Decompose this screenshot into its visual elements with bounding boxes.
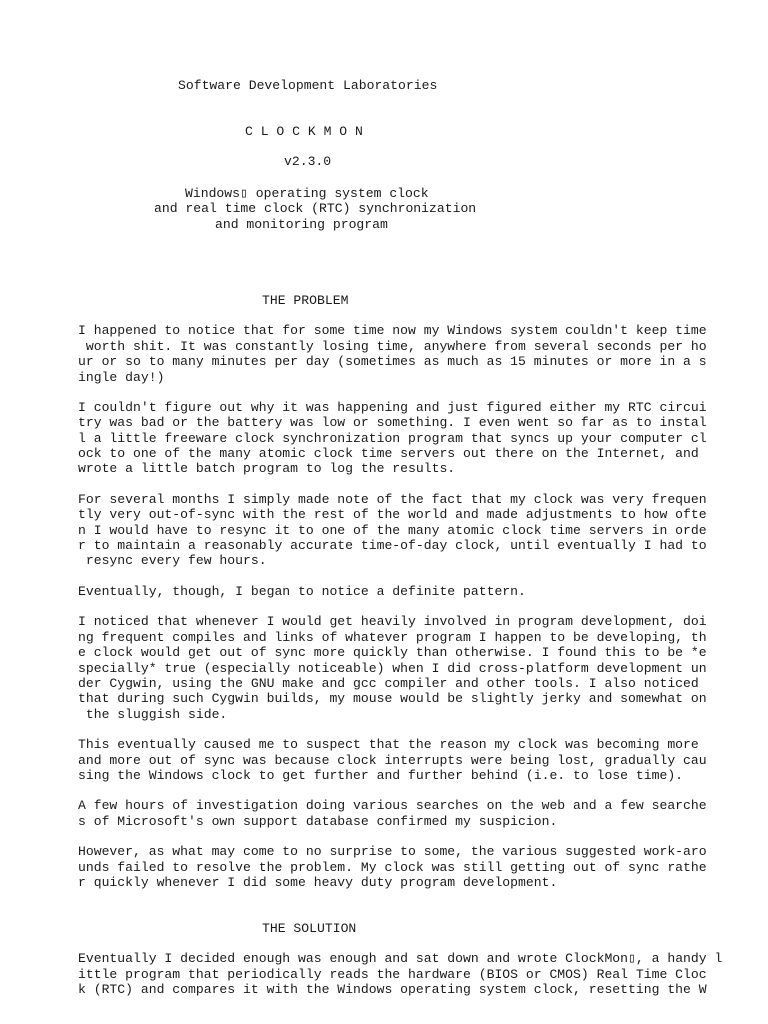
paragraph-line: A few hours of investigation doing various searches on the web and a few searche (78, 798, 707, 813)
paragraph-line: ng frequent compiles and links of whatever program I happen to be developing, th (78, 630, 707, 645)
paragraph-line: and more out of sync was because clock interrupts were being lost, gradually cau (78, 753, 707, 768)
paragraph-line: r quickly whenever I did some heavy duty program development. (78, 875, 558, 890)
paragraph-line: r to maintain a reasonably accurate time-of-day clock, until eventually I had to (78, 538, 707, 553)
paragraph-line: e clock would get out of sync more quickly than otherwise. I found this to be *e (78, 645, 707, 660)
subtitle-line: and real time clock (RTC) synchronization (154, 201, 477, 216)
paragraph-line: unds failed to resolve the problem. My clock was still getting out of sync rathe (78, 860, 707, 875)
paragraph-line: I happened to notice that for some time now my Windows system couldn't keep time (78, 323, 707, 338)
subtitle-line: and monitoring program (215, 217, 388, 232)
paragraph-line: l a little freeware clock synchronization program that syncs up your computer cl (78, 431, 707, 446)
paragraph-line: ock to one of the many atomic clock time servers out there on the Internet, and (78, 446, 699, 461)
paragraph-line: sing the Windows clock to get further and further behind (i.e. to lose time). (78, 768, 684, 783)
paragraph-line: ingle day!) (78, 370, 165, 385)
program-title: C L O C K M O N (245, 124, 363, 139)
section-heading-solution: THE SOLUTION (262, 921, 357, 936)
paragraph-line: n I would have to resync it to one of the many atomic clock time servers in orde (78, 523, 707, 538)
paragraph-line: k (RTC) and compares it with the Windows operating system clock, resetting the W (78, 982, 707, 997)
paragraph-line: I couldn't figure out why it was happening and just figured either my RTC circui (78, 400, 707, 415)
paragraph-line: ittle program that periodically reads the hardware (BIOS or CMOS) Real Time Cloc (78, 967, 707, 982)
paragraph-line: I noticed that whenever I would get heavily involved in program development, doi (78, 614, 707, 629)
paragraph-line: resync every few hours. (78, 553, 267, 568)
paragraph-line: tly very out-of-sync with the rest of the world and made adjustments to how ofte (78, 507, 707, 522)
paragraph-line: For several months I simply made note of the fact that my clock was very frequen (78, 492, 707, 507)
paragraph-line: Eventually, though, I began to notice a definite pattern. (78, 584, 526, 599)
paragraph-line: the sluggish side. (78, 707, 228, 722)
paragraph-line: Eventually I decided enough was enough and sat down and wrote ClockMon▯, a handy l (78, 951, 723, 966)
section-heading-problem: THE PROBLEM (262, 293, 349, 308)
subtitle-line: Windows▯ operating system clock (185, 186, 429, 201)
paragraph-line: that during such Cygwin builds, my mouse would be slightly jerky and somewhat on (78, 691, 707, 706)
program-version: v2.3.0 (284, 154, 332, 169)
company-name: Software Development Laboratories (178, 78, 438, 93)
paragraph-line: However, as what may come to no surprise to some, the various suggested work-aro (78, 844, 707, 859)
paragraph-line: s of Microsoft's own support database confirmed my suspicion. (78, 814, 558, 829)
paragraph-line: This eventually caused me to suspect that the reason my clock was becoming more (78, 737, 699, 752)
paragraph-line: der Cygwin, using the GNU make and gcc compiler and other tools. I also noticed (78, 676, 699, 691)
paragraph-line: try was bad or the battery was low or something. I even went so far as to instal (78, 415, 707, 430)
paragraph-line: specially* true (especially noticeable) when I did cross-platform development un (78, 661, 707, 676)
paragraph-line: wrote a little batch program to log the results. (78, 461, 456, 476)
paragraph-line: worth shit. It was constantly losing time, anywhere from several seconds per ho (78, 339, 707, 354)
paragraph-line: ur or so to many minutes per day (sometimes as much as 15 minutes or more in a s (78, 354, 707, 369)
